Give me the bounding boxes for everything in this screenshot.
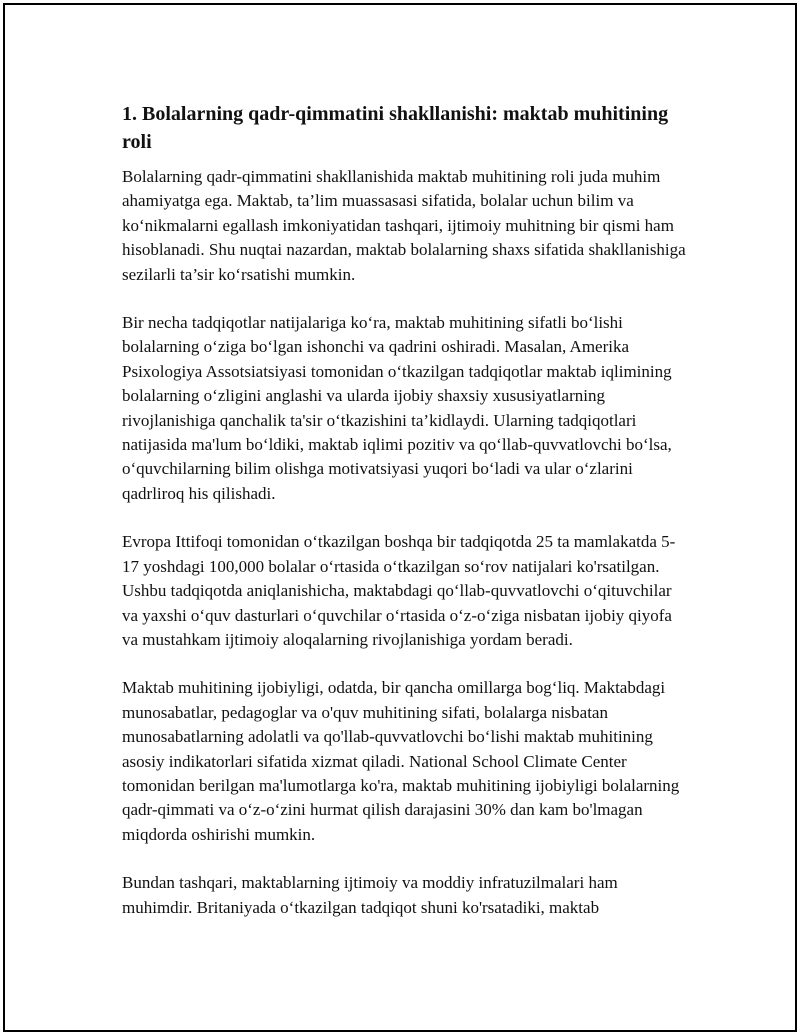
page-frame (3, 3, 797, 1032)
section-title: 1. Bolalarning qadr-qimmatini shakllanishi: maktab muhitining roli (122, 103, 669, 153)
paragraph-5: Bundan tashqari, maktablarning ijtimoiy va moddiy infratuzilmalari ham muhimdir. Britaniyada o‘tkazilgan tadqiqot shuni ko'rsatadiki, maktab (122, 873, 618, 917)
paragraph-2: Bir necha tadqiqotlar natijalariga ko‘ra, maktab muhitining sifatli bo‘lishi bolalarning o‘ziga bo‘lgan ishonchi va qadrini oshiradi. Masalan, Amerika Psixologiya Assotsiatsiyasi tomonidan o‘tkazilgan tadqiqotlar maktab iqlimining bolalarning o‘zligini anglashi va ularda ijobiy shaxsiy xususiyatlarning rivojlanishiga qanchalik ta'sir o‘tkazishini ta’kidlaydi. Ularning tadqiqotlari natijasida ma'lum bo‘ldiki, maktab iqlimi pozitiv va qo‘llab-quvvatlovchi bo‘lsa, o‘quvchilarning bilim olishga motivatsiyasi yuqori bo‘ladi va ular o‘zlarini qadrliroq his qilishadi. (122, 313, 672, 503)
paragraph-4: Maktab muhitining ijobiyligi, odatda, bir qancha omillarga bog‘liq. Maktabdagi munosabatlar, pedagoglar va o'quv muhitining sifati, bolalarga nisbatan munosabatlarning adolatli va qo'llab-quvvatlovchi bo‘lishi maktab muhitining asosiy indikatorlari sifatida xizmat qiladi. National School Climate Center tomonidan berilgan ma'lumotlarga ko'ra, maktab muhitining ijobiyligi bolalarning qadr-qimmati va o‘z-o‘zini hurmat qilish darajasini 30% dan kam bo'lmagan miqdorda oshirishi mumkin. (122, 678, 680, 844)
paragraph-1: Bolalarning qadr-qimmatini shakllanishida maktab muhitining roli juda muhim ahamiyatga ega. Maktab, ta’lim muassasasi sifatida, bolalar uchun bilim va ko‘nikmalarni egallash imkoniyatidan tashqari, ijtimoiy muhitning bir qismi ham hisoblanadi. Shu nuqtai nazardan, maktab bolalarning shaxs sifatida shakllanishiga sezilarli ta’sir ko‘rsatishi mumkin. (122, 167, 686, 284)
paragraph-3: Evropa Ittifoqi tomonidan o‘tkazilgan boshqa bir tadqiqotda 25 ta mamlakatda 5-17 yoshdagi 100,000 bolalar o‘rtasida o‘tkazilgan so‘rov natijalari ko'rsatilgan. Ushbu tadqiqotda aniqlanishicha, maktabdagi qo‘llab-quvvatlovchi o‘qituvchilar va yaxshi o‘quv dasturlari o‘quvchilar o‘rtasida o‘z-o‘ziga nisbatan ijobiy qiyofa va mustahkam ijtimoiy aloqalarning rivojlanishiga yordam beradi. (122, 532, 676, 649)
document-body (122, 100, 687, 944)
